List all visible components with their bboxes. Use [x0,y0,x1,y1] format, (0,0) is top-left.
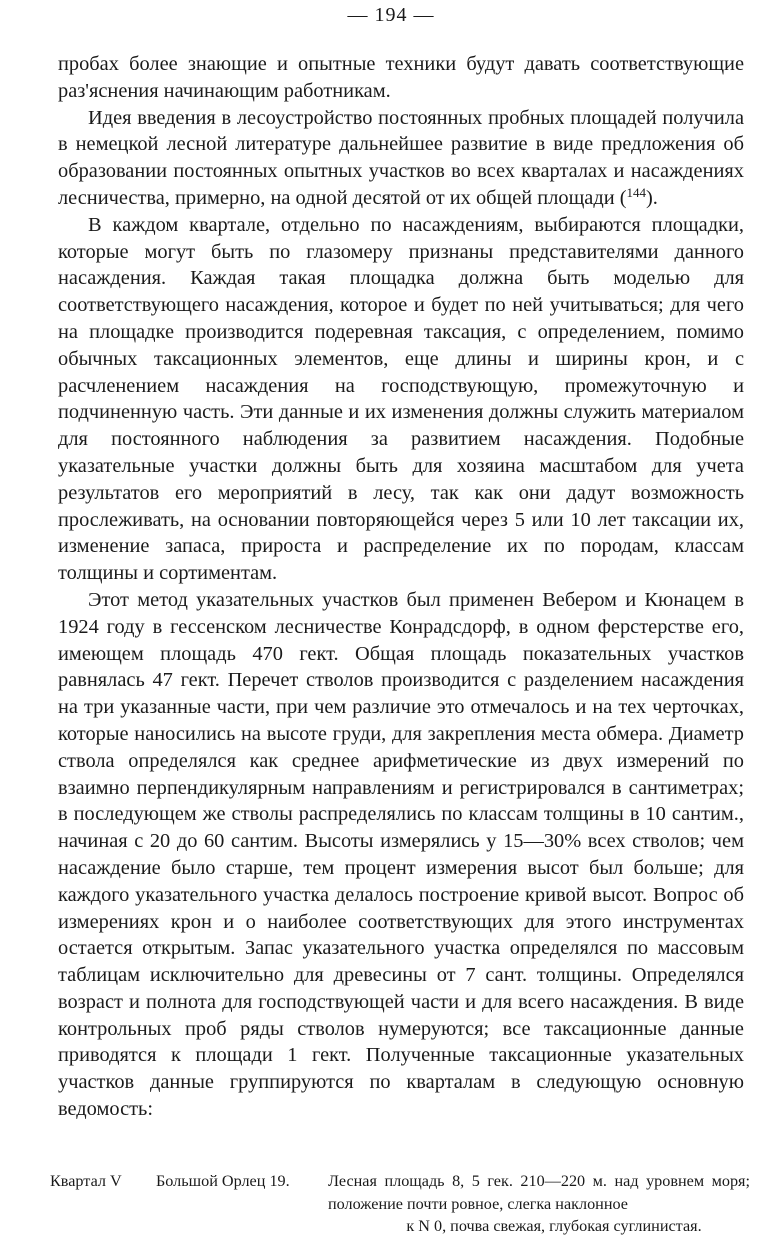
place-label: Большой Орлец 19. [156,1172,290,1190]
quarter-description [328,1170,750,1238]
paragraph [58,105,744,212]
quarter-label: Квартал V [50,1172,122,1190]
paragraph-text: Идея введения в лесоустройство постоянных пробных площадей получила в немецкой лесной литературе дальнейшее развитие в виде предложения об образовании постоянных опытных участков во всех кварталах и насаждениях лесничества, примерно, на одной десятой от их общей площади ( [58,106,744,209]
paragraph-text-end: ). [646,186,658,209]
paragraph: пробах более знающие и опытные техники будут давать соответствующие раз'яснения начинающим работникам. [58,53,744,102]
paragraph: В каждом квартале, отдельно по насаждениям, выбираются площадки, которые могут быть по глазомеру признаны представителями данного насаждения. Каждая такая площадка должна быть моделью для соответствующего насаждения, которое и будет по ней учитываться; для чего на площадке производится подеревная таксация, с определением, помимо обычных таксационных элементов, еще длины и ширины крон, и с расчленением насаждения на господствующую, промежуточную и подчиненную часть. Эти данные и их изменения должны служить материалом для постоянного наблюдения за развитием насаждения. Подобные указательные участки должны быть для хозяина масштабом для учета результатов его мероприятий в лесу, так как они дадут возможность прослеживать, на основании повторяющейся через 5 или 10 лет таксации их, изменение запаса, прироста и распределение их по породам, классам толщины и сортиментам. [58,213,744,585]
quarter-record [50,1170,750,1238]
body-text [58,51,744,1123]
footnote-reference: 144 [626,184,647,200]
paragraph: Этот метод указательных участков был применен Вебером и Кюнацем в 1924 году в гессенском лесничестве Конрадсдорф, в одном ферстерстве его, имеющем площадь 470 гект. Общая площадь показательных участков равнялась 47 гект. Перечет стволов производится с разделением насаждения на три указанные части, при чем различие это отмечалось и на тех черточках, которые наносились на высоте груди, для закрепления места обмера. Диаметр ствола определялся как среднее арифметические из двух измерений по взаимно перпендикулярным направлениям и регистрировался в сантиметрах; в последующем же стволы распределялись по классам толщины в 10 сантим., начиная с 20 до 60 сантим. Высоты измерялись у 15—30% всех стволов; чем насаждение было старше, тем процент измерения высот был больше; для каждого указательного участка делалось построение кривой высот. Вопрос об измерениях крон и о наиболее соответствующих для этого инструментах остается открытым. Запас указательного участка определялся по массовым таблицам исключительно для древесины от 7 сант. толщины. Определялся возраст и полнота для господствующей части и для всего насаждения. В виде контрольных проб ряды стволов нумеруются; все таксационные данные приводятся к площади 1 гект. Полученные таксационные указательных участков данные группируются по кварталам в следующую основную ведомость: [58,588,744,1121]
description-text: Лесная площадь 8, 5 гек. 210—220 м. над уровнем моря; положение почти ровное, слегка наклонное [328,1172,750,1213]
page-number: — 194 — [347,4,435,26]
description-text-end: к N 0, почва свежая, глубокая суглинистая. [406,1217,702,1235]
